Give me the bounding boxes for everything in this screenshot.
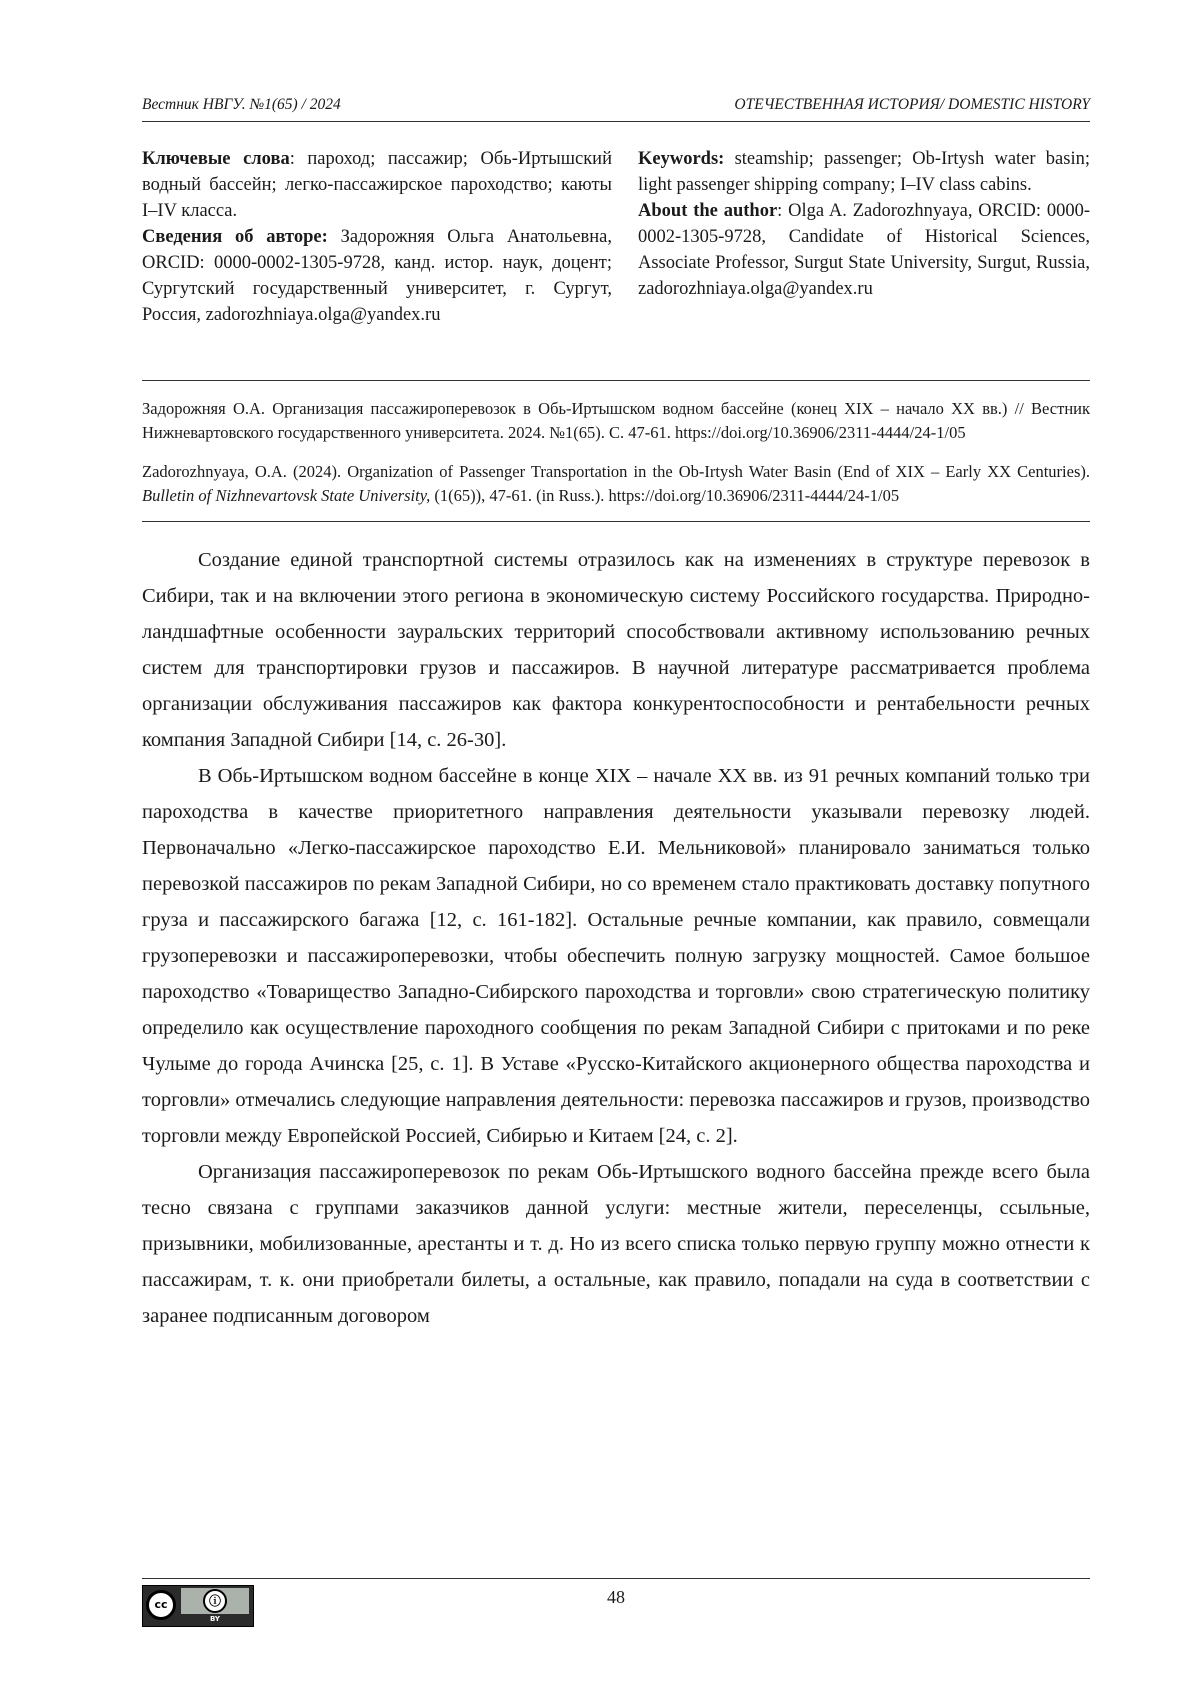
author-ru-label: Сведения об авторе: xyxy=(142,227,328,247)
author-en-label: About the author xyxy=(638,201,778,221)
keywords-en xyxy=(638,146,1090,198)
keywords-en-text: steamship; passenger; Ob-Irtysh water basin; light passenger shipping company; I–IV class cabins. xyxy=(638,149,1090,195)
journal-issue: Вестник НВГУ. №1(65) / 2024 xyxy=(142,96,341,113)
article-body xyxy=(142,542,1090,1334)
keywords-ru-text: : пароход; пассажир; Обь-Иртышский водный бассейн; легко-пассажирское пароходство; каюты I–IV класса. xyxy=(142,149,612,221)
citation-en-journal: Bulletin of Nizhnevartovsk State University, xyxy=(142,485,431,505)
keywords-en-label: Keywords: xyxy=(638,149,725,169)
attribution-icon: ⓘ xyxy=(203,1589,227,1613)
citation-en-authors-title: Zadorozhnyaya, O.A. (2024). Organization of Passenger Transportation in the Ob-Irtysh Water Basin (End of XIX – Early XX Centuries). xyxy=(142,462,1090,481)
running-head xyxy=(142,96,1090,122)
body-paragraph-2: В Обь-Иртышском водном бассейне в конце XIX – начале XX вв. из 91 речных компаний только три пароходства в качестве приоритетного направления деятельности указывали перевозку людей. Первоначально «Легко-пассажирское пароходство Е.И. Мельниковой» планировало заниматься только перевозкой пассажиров по рекам Западной Сибири, но со временем стало практиковать доставку попутного груза и пассажирского багажа [12, с. 161-182]. Остальные речные компании, как правило, совмещали грузоперевозки и пассажироперевозки, чтобы обеспечить полную загрузку мощностей. Самое большое пароходство «Товарищество Западно-Сибирского пароходства и торговли» свою стратегическую политику определило как осуществление пароходного сообщения по рекам Западной Сибири с притоками и по реке Чулыме до города Ачинска [25, с. 1]. В Уставе «Русско-Китайского акционерного общества пароходства и торговли» отмечались следующие направления деятельности: перевозка пассажиров и грузов, производство торговли между Европейской Россией, Сибирью и Китаем [24, с. 2]. xyxy=(142,765,1090,1147)
article-metadata xyxy=(142,146,1090,328)
body-paragraph-1: Создание единой транспортной системы отразилось как на изменениях в структуре перевозок в Сибири, так и на включении этого региона в экономическую систему Российского государства. Природно-ландшафтные особенности зауральских территорий способствовали активному использованию речных систем для транспортировки грузов и пассажиров. В научной литературе рассматривается проблема организации обслуживания пассажиров как фактора конкурентоспособности и рентабельности речных компания Западной Сибири [14, с. 26-30]. xyxy=(142,549,1090,751)
page-footer xyxy=(142,1578,1090,1623)
citation-english xyxy=(142,460,1090,507)
author-info-ru xyxy=(142,224,612,328)
author-en-text: : Olga A. Zadorozhnyaya, ORCID: 0000-0002-1305-9728, Candidate of Historical Sciences, Associate Professor, Surgut State University, Surgut, Russia, zadorozhniaya.olga@yandex.ru xyxy=(638,201,1090,299)
keywords-ru xyxy=(142,146,612,224)
article-page xyxy=(142,96,1090,1334)
author-ru-text: Задорожняя Ольга Анатольевна, ORCID: 0000-0002-1305-9728, канд. истор. наук, доцент; Сургутский государственный университет, г. Сургут, Россия, zadorozhniaya.olga@yandex.ru xyxy=(142,227,613,325)
citation-block xyxy=(142,380,1090,522)
page-number: 48 xyxy=(607,1587,625,1607)
body-paragraph-3: Организация пассажироперевозок по рекам Обь-Иртышского водного бассейна прежде всего была тесно связана с группами заказчиков данной услуги: местные жители, переселенцы, ссыльные, призывники, мобилизованные, арестанты и т. д. Но из всего списка только первую группу можно отнести к пассажирам, т. к. они приобретали билеты, а остальные, как правило, попадали на суда в соответствии с заранее подписанным договором xyxy=(142,1161,1090,1327)
by-label: BY xyxy=(209,1615,221,1623)
keywords-ru-label: Ключевые слова xyxy=(142,149,290,169)
metadata-english xyxy=(638,146,1090,328)
metadata-russian xyxy=(142,146,612,328)
cc-icon: cc xyxy=(146,1590,176,1620)
citation-en-details: (1(65)), 47-61. (in Russ.). https://doi.org/10.36906/2311-4444/24-1/05 xyxy=(430,485,900,505)
citation-russian: Задорожняя О.А. Организация пассажироперевозок в Обь-Иртышском водном бассейне (конец XIX – начало XX вв.) // Вестник Нижневартовского государственного университета. 2024. №1(65). С. 47-61. https://doi.org/10.36906/2311-4444/24-1/05 xyxy=(142,399,1090,442)
section-title: ОТЕЧЕСТВЕННАЯ ИСТОРИЯ/ DOMESTIC HISTORY xyxy=(734,96,1090,113)
author-info-en xyxy=(638,198,1090,302)
